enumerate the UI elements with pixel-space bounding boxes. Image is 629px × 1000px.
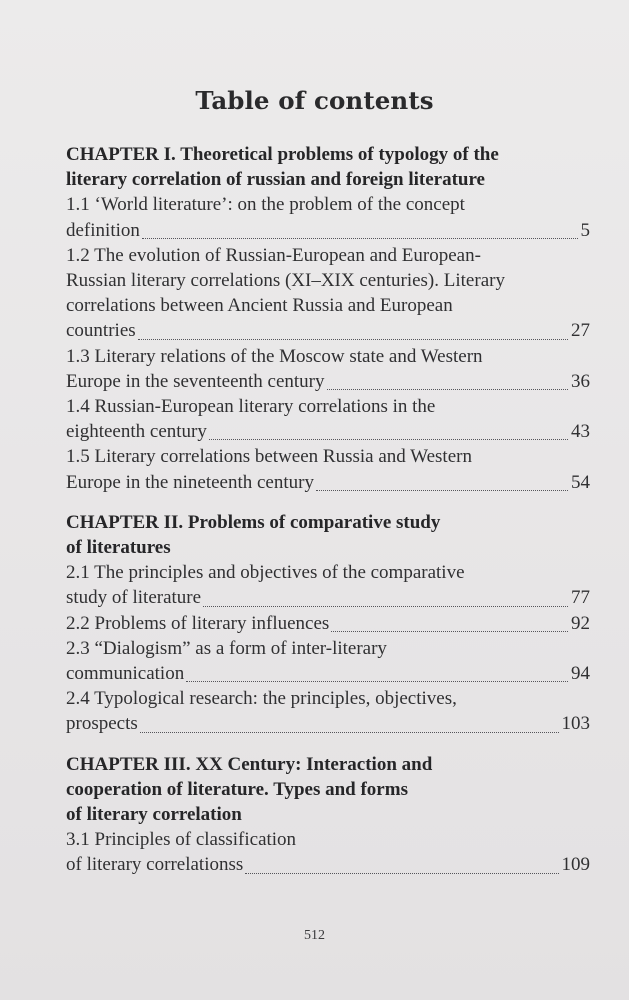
chapter-section bbox=[66, 752, 590, 878]
dot-leader bbox=[138, 339, 568, 340]
toc-entry-page-number: 94 bbox=[571, 663, 590, 685]
toc-entry-text: communication bbox=[66, 663, 185, 685]
chapter-section bbox=[66, 510, 590, 737]
toc-entry-last-line bbox=[66, 218, 590, 243]
toc-entry[interactable] bbox=[66, 636, 590, 686]
toc-entry[interactable] bbox=[66, 394, 590, 444]
toc-entry-page-number: 27 bbox=[571, 320, 590, 342]
toc-entry-text: study of literature bbox=[66, 587, 202, 609]
toc-entry-text: of literary correlationss bbox=[66, 854, 244, 876]
toc-entry-last-line bbox=[66, 369, 590, 394]
toc-entry-last-line bbox=[66, 585, 590, 610]
toc-entry-last-line bbox=[66, 318, 590, 343]
dot-leader bbox=[316, 490, 568, 491]
toc-entry[interactable] bbox=[66, 344, 590, 394]
toc-entry-text: Europe in the nineteenth century bbox=[66, 471, 314, 493]
toc-entry-page-number: 103 bbox=[561, 713, 590, 735]
toc-entry-last-line bbox=[66, 419, 590, 444]
dot-leader bbox=[186, 681, 568, 682]
toc-entry-line: 2.4 Typological research: the principles, objectives, bbox=[66, 688, 457, 710]
toc-entry[interactable] bbox=[66, 243, 590, 344]
toc-entry-last-line bbox=[66, 711, 590, 736]
chapter-title-line: cooperation of literature. Types and forms bbox=[66, 778, 408, 800]
toc-entry[interactable] bbox=[66, 444, 590, 494]
toc-entry-page-number: 54 bbox=[571, 471, 590, 493]
toc-entry-page-number: 109 bbox=[561, 854, 590, 876]
toc-entry-line: correlations between Ancient Russia and European bbox=[66, 295, 453, 317]
toc-entry-line: 1.5 Literary correlations between Russia and Western bbox=[66, 446, 472, 468]
chapter-title bbox=[66, 510, 590, 560]
toc-entry-last-line bbox=[66, 852, 590, 877]
toc-entry-text: 2.2 Problems of literary influences bbox=[66, 612, 330, 634]
toc-entry-line: 1.1 ‘World literature’: on the problem of the concept bbox=[66, 194, 465, 216]
dot-leader bbox=[209, 439, 568, 440]
toc-entry[interactable] bbox=[66, 560, 590, 610]
toc-entry-page-number: 77 bbox=[571, 587, 590, 609]
chapter-title-line: of literatures bbox=[66, 537, 171, 559]
toc-entry[interactable] bbox=[66, 192, 590, 242]
dot-leader bbox=[327, 389, 568, 390]
toc-entry-page-number: 5 bbox=[580, 219, 590, 241]
toc-entry-line: 1.4 Russian-European literary correlations in the bbox=[66, 396, 436, 418]
toc-entry-text: Europe in the seventeenth century bbox=[66, 370, 325, 392]
toc-entry-text: eighteenth century bbox=[66, 421, 207, 443]
dot-leader bbox=[245, 873, 558, 874]
toc-entry-last-line bbox=[66, 661, 590, 686]
chapter-title-line: CHAPTER III. XX Century: Interaction and bbox=[66, 753, 433, 775]
page-title: Table of contents bbox=[195, 86, 434, 115]
toc-entry-line: 2.1 The principles and objectives of the comparative bbox=[66, 562, 465, 584]
toc-entry-page-number: 92 bbox=[571, 612, 590, 634]
toc-entry[interactable] bbox=[66, 686, 590, 736]
chapter-title-line: CHAPTER II. Problems of comparative study bbox=[66, 511, 441, 533]
toc-entry-last-line bbox=[66, 470, 590, 495]
toc-entry-text: prospects bbox=[66, 713, 138, 735]
toc-entry-page-number: 43 bbox=[571, 421, 590, 443]
dot-leader bbox=[331, 631, 568, 632]
chapter-section bbox=[66, 142, 590, 495]
chapter-title-line: CHAPTER I. Theoretical problems of typology of the bbox=[66, 144, 499, 165]
toc-entry-line: 1.3 Literary relations of the Moscow state and Western bbox=[66, 345, 483, 367]
dot-leader bbox=[140, 732, 559, 733]
toc-entry-text: definition bbox=[66, 219, 140, 241]
chapter-title-line: literary correlation of russian and foreign literature bbox=[66, 169, 485, 191]
page-number: 512 bbox=[304, 928, 325, 943]
toc-entry-line: Russian literary correlations (XI–XIX centuries). Literary bbox=[66, 270, 505, 292]
toc-entry-line: 3.1 Principles of classification bbox=[66, 829, 297, 851]
dot-leader bbox=[203, 606, 568, 607]
toc-entry[interactable] bbox=[66, 827, 590, 877]
toc-entry-page-number: 36 bbox=[571, 370, 590, 392]
toc-entry-line: 2.3 “Dialogism” as a form of inter-literary bbox=[66, 637, 387, 659]
toc-entry-last-line bbox=[66, 611, 590, 636]
chapter-title-line: of literary correlation bbox=[66, 804, 242, 826]
chapter-title bbox=[66, 142, 590, 192]
table-of-contents bbox=[66, 142, 590, 878]
toc-entry-text: countries bbox=[66, 320, 136, 342]
toc-entry[interactable] bbox=[66, 611, 590, 636]
chapter-title bbox=[66, 752, 590, 828]
dot-leader bbox=[142, 238, 578, 239]
toc-entry-line: 1.2 The evolution of Russian-European and European- bbox=[66, 244, 481, 266]
